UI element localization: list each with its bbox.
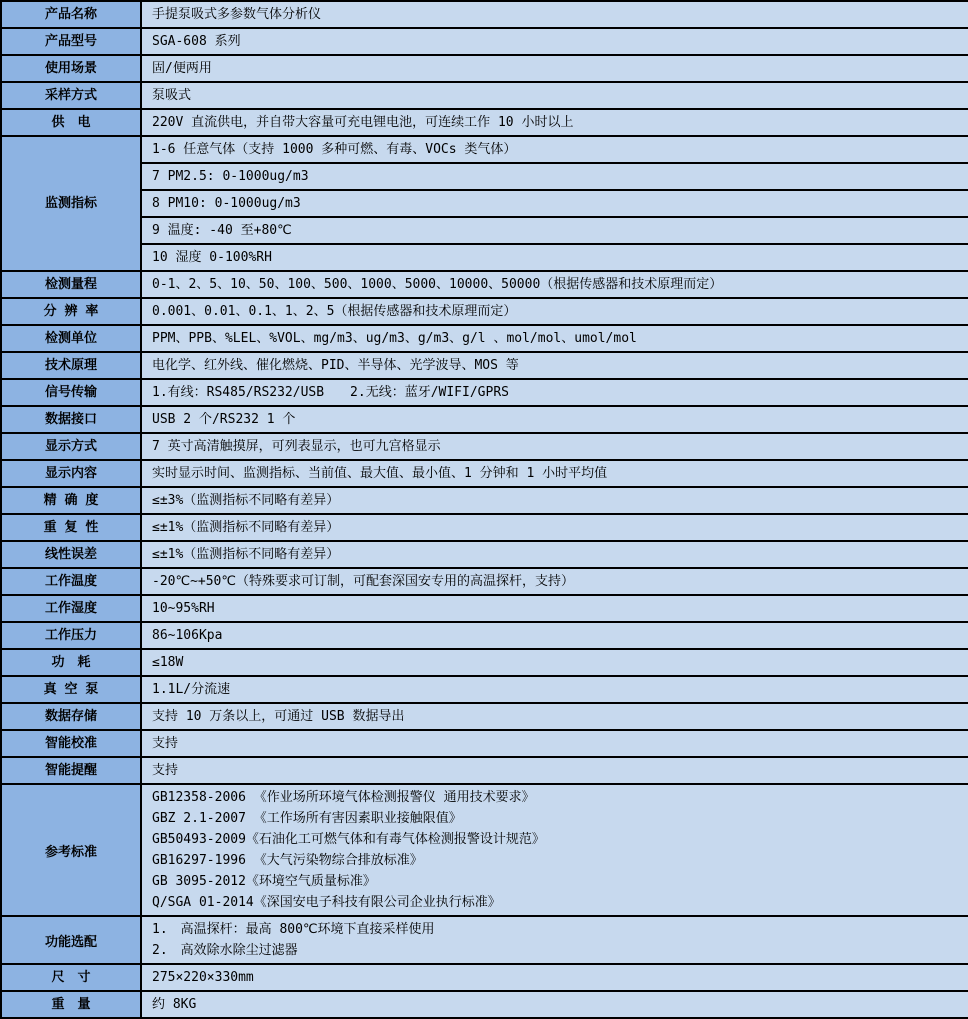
spec-row [1, 784, 968, 916]
spec-value-cell [141, 784, 968, 916]
spec-label-cell: 供 电 [1, 109, 141, 136]
spec-value-cell: 275×220×330mm [141, 964, 968, 991]
spec-label-cell: 重 量 [1, 991, 141, 1018]
spec-row [1, 1, 968, 28]
spec-row [1, 379, 968, 406]
spec-value-cell: -20℃~+50℃（特殊要求可订制，可配套深国安专用的高温探杆，支持） [141, 568, 968, 595]
spec-label-cell: 检测量程 [1, 271, 141, 298]
spec-label-cell: 真 空 泵 [1, 676, 141, 703]
spec-label-cell: 显示方式 [1, 433, 141, 460]
spec-label-cell: 精 确 度 [1, 487, 141, 514]
spec-row [1, 352, 968, 379]
spec-value-line: GB16297-1996 《大气污染物综合排放标准》 [152, 853, 423, 868]
spec-label-cell: 数据接口 [1, 406, 141, 433]
spec-label-cell: 功 耗 [1, 649, 141, 676]
spec-label-cell: 显示内容 [1, 460, 141, 487]
spec-value-cell: 实时显示时间、监测指标、当前值、最大值、最小值、1 分钟和 1 小时平均值 [141, 460, 968, 487]
spec-row [1, 964, 968, 991]
spec-row [1, 676, 968, 703]
spec-row [1, 622, 968, 649]
spec-value-cell: 7 英寸高清触摸屏，可列表显示，也可九宫格显示 [141, 433, 968, 460]
spec-row [1, 244, 968, 271]
spec-value-cell: ≤±3%（监测指标不同略有差异） [141, 487, 968, 514]
spec-value-cell: SGA-608 系列 [141, 28, 968, 55]
spec-label-cell: 功能选配 [1, 916, 141, 964]
spec-value-cell: 9 温度: -40 至+80℃ [141, 217, 968, 244]
spec-value-cell: 10~95%RH [141, 595, 968, 622]
spec-value-cell: 电化学、红外线、催化燃烧、PID、半导体、光学波导、MOS 等 [141, 352, 968, 379]
spec-row [1, 109, 968, 136]
spec-label-cell: 参考标准 [1, 784, 141, 916]
spec-row [1, 55, 968, 82]
spec-label-cell: 使用场景 [1, 55, 141, 82]
spec-value-cell: ≤±1%（监测指标不同略有差异） [141, 514, 968, 541]
spec-row [1, 28, 968, 55]
spec-row [1, 568, 968, 595]
spec-label-cell: 检测单位 [1, 325, 141, 352]
spec-row [1, 730, 968, 757]
spec-row [1, 487, 968, 514]
spec-label-cell: 分 辨 率 [1, 298, 141, 325]
spec-row [1, 916, 968, 964]
spec-label-cell: 技术原理 [1, 352, 141, 379]
spec-value-cell: 86~106Kpa [141, 622, 968, 649]
spec-label-cell: 采样方式 [1, 82, 141, 109]
spec-value-cell: 手提泵吸式多参数气体分析仪 [141, 1, 968, 28]
spec-row [1, 136, 968, 163]
spec-value-cell: 1.1L/分流速 [141, 676, 968, 703]
spec-value-line: GBZ 2.1-2007 《工作场所有害因素职业接触限值》 [152, 811, 462, 826]
spec-value-line: GB 3095-2012《环境空气质量标准》 [152, 874, 376, 889]
spec-value-cell: 0.001、0.01、0.1、1、2、5（根据传感器和技术原理而定） [141, 298, 968, 325]
spec-value-cell: ≤±1%（监测指标不同略有差异） [141, 541, 968, 568]
spec-row [1, 82, 968, 109]
spec-row [1, 757, 968, 784]
spec-row [1, 514, 968, 541]
spec-table-body [1, 1, 968, 1018]
spec-value-cell: 固/便两用 [141, 55, 968, 82]
spec-value-cell: 8 PM10: 0-1000ug/m3 [141, 190, 968, 217]
spec-row [1, 703, 968, 730]
spec-row [1, 271, 968, 298]
spec-label-cell: 重 复 性 [1, 514, 141, 541]
spec-row [1, 649, 968, 676]
spec-row [1, 325, 968, 352]
spec-value-cell: PPM、PPB、%LEL、%VOL、mg/m3、ug/m3、g/m3、g/l 、mol/mol、umol/mol [141, 325, 968, 352]
spec-label-cell: 工作压力 [1, 622, 141, 649]
spec-row [1, 217, 968, 244]
spec-label-cell: 信号传输 [1, 379, 141, 406]
spec-label-cell: 智能校准 [1, 730, 141, 757]
spec-label-cell: 监测指标 [1, 136, 141, 271]
spec-value-cell: 支持 [141, 757, 968, 784]
spec-value-line: 1. 高温探杆：最高 800℃环境下直接采样使用 [152, 922, 435, 937]
spec-label-cell: 线性误差 [1, 541, 141, 568]
spec-label-cell: 智能提醒 [1, 757, 141, 784]
spec-value-cell: 220V 直流供电，并自带大容量可充电锂电池，可连续工作 10 小时以上 [141, 109, 968, 136]
spec-label-cell: 工作湿度 [1, 595, 141, 622]
spec-value-cell: 10 湿度 0-100%RH [141, 244, 968, 271]
spec-row [1, 541, 968, 568]
spec-label-cell: 工作温度 [1, 568, 141, 595]
spec-value-cell: USB 2 个/RS232 1 个 [141, 406, 968, 433]
spec-value-cell: ≤18W [141, 649, 968, 676]
spec-row [1, 595, 968, 622]
spec-row [1, 406, 968, 433]
spec-value-cell: 支持 [141, 730, 968, 757]
spec-row [1, 460, 968, 487]
spec-value-line: 2. 高效除水除尘过滤器 [152, 943, 298, 958]
spec-row [1, 190, 968, 217]
spec-label-cell: 数据存储 [1, 703, 141, 730]
spec-row [1, 991, 968, 1018]
spec-value-cell: 支持 10 万条以上，可通过 USB 数据导出 [141, 703, 968, 730]
spec-value-cell: 7 PM2.5: 0-1000ug/m3 [141, 163, 968, 190]
spec-value-cell: 0-1、2、5、10、50、100、500、1000、5000、10000、50000（根据传感器和技术原理而定） [141, 271, 968, 298]
spec-value-cell [141, 916, 968, 964]
spec-row [1, 298, 968, 325]
spec-label-cell: 产品名称 [1, 1, 141, 28]
spec-value-cell: 1.有线：RS485/RS232/USB 2.无线：蓝牙/WIFI/GPRS [141, 379, 968, 406]
spec-row [1, 433, 968, 460]
spec-row [1, 163, 968, 190]
spec-value-cell: 1-6 任意气体（支持 1000 多种可燃、有毒、VOCs 类气体） [141, 136, 968, 163]
spec-value-cell: 泵吸式 [141, 82, 968, 109]
spec-value-cell: 约 8KG [141, 991, 968, 1018]
spec-label-cell: 产品型号 [1, 28, 141, 55]
spec-label-cell: 尺 寸 [1, 964, 141, 991]
spec-value-line: GB50493-2009《石油化工可燃气体和有毒气体检测报警设计规范》 [152, 832, 545, 847]
spec-value-line: Q/SGA 01-2014《深国安电子科技有限公司企业执行标准》 [152, 895, 501, 910]
spec-value-line: GB12358-2006 《作业场所环境气体检测报警仪 通用技术要求》 [152, 790, 535, 805]
